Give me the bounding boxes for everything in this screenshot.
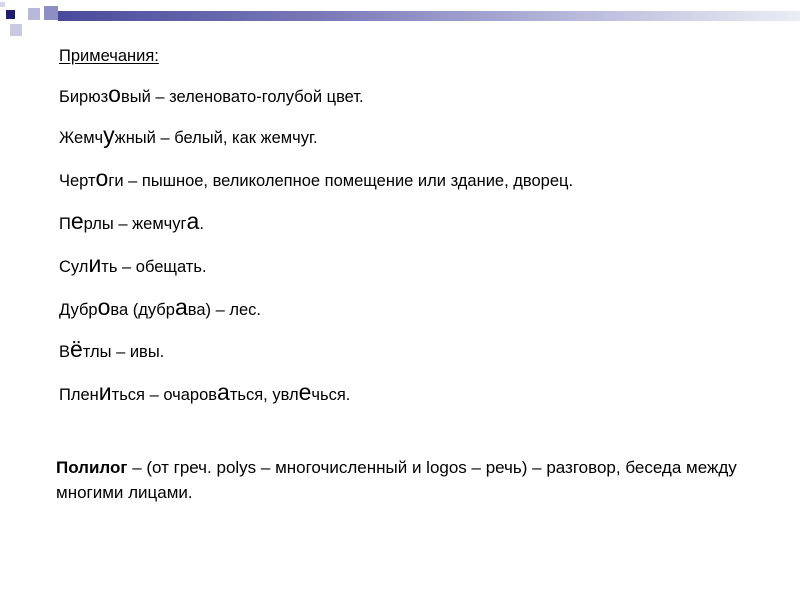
- note-line: [59, 294, 261, 320]
- polylog-definition-text: – (от греч. polys – многочисленный и logos – речь) – разговор, беседа между многими лицами.: [56, 458, 737, 502]
- note-text: Сул: [59, 258, 89, 276]
- note-line: [59, 336, 165, 362]
- note-line: [59, 379, 351, 405]
- note-text: Жемч: [59, 129, 104, 147]
- decor-square: [44, 6, 58, 20]
- stress-letter: и: [88, 251, 102, 277]
- decor-square: [10, 24, 22, 36]
- note-line: [59, 208, 204, 234]
- note-text: чься.: [311, 386, 351, 404]
- stress-letter: о: [95, 165, 109, 191]
- stress-letter: о: [97, 294, 111, 320]
- note-line: [59, 81, 364, 107]
- note-text: В: [59, 343, 71, 361]
- note-line: [59, 122, 318, 148]
- stress-letter: а: [186, 208, 200, 234]
- note-text: П: [59, 215, 71, 233]
- note-text: ва) – лес.: [187, 301, 261, 319]
- stress-letter: и: [98, 379, 112, 405]
- note-line: [59, 165, 574, 191]
- polylog-definition: [56, 455, 756, 505]
- note-text: жный – белый, как жемчуг.: [114, 129, 318, 147]
- stress-letter: а: [217, 379, 230, 405]
- note-text: Бирюз: [59, 88, 109, 106]
- note-text: тлы – ивы.: [82, 343, 165, 361]
- note-text: ги – пышное, великолепное помещение или здание, дворец.: [108, 172, 574, 190]
- note-line: [59, 251, 207, 277]
- stress-letter: у: [103, 122, 115, 148]
- decor-square: [6, 10, 15, 19]
- note-text: Дубр: [59, 301, 98, 319]
- notes-section: [59, 40, 779, 405]
- note-text: .: [199, 215, 204, 233]
- note-text: вый – зеленовато-голубой цвет.: [120, 88, 364, 106]
- stress-letter: е: [70, 208, 84, 234]
- note-text: Плен: [59, 386, 99, 404]
- header-gradient-bar: [58, 11, 800, 21]
- stress-letter: а: [174, 294, 188, 320]
- polylog-term: Полилог: [56, 458, 128, 477]
- decor-square: [28, 8, 40, 20]
- note-text: рлы – жемчуг: [83, 215, 187, 233]
- note-text: ва (дубр: [110, 301, 175, 319]
- note-text: ться – очаров: [111, 386, 218, 404]
- notes-title: Примечания:: [59, 47, 159, 65]
- note-text: Черт: [59, 172, 96, 190]
- stress-letter: о: [108, 81, 121, 107]
- stress-letter: е: [298, 379, 312, 405]
- decor-square: [0, 2, 5, 7]
- note-text: ться, увл: [229, 386, 299, 404]
- stress-letter: ё: [70, 336, 83, 362]
- note-text: ть – обещать.: [101, 258, 207, 276]
